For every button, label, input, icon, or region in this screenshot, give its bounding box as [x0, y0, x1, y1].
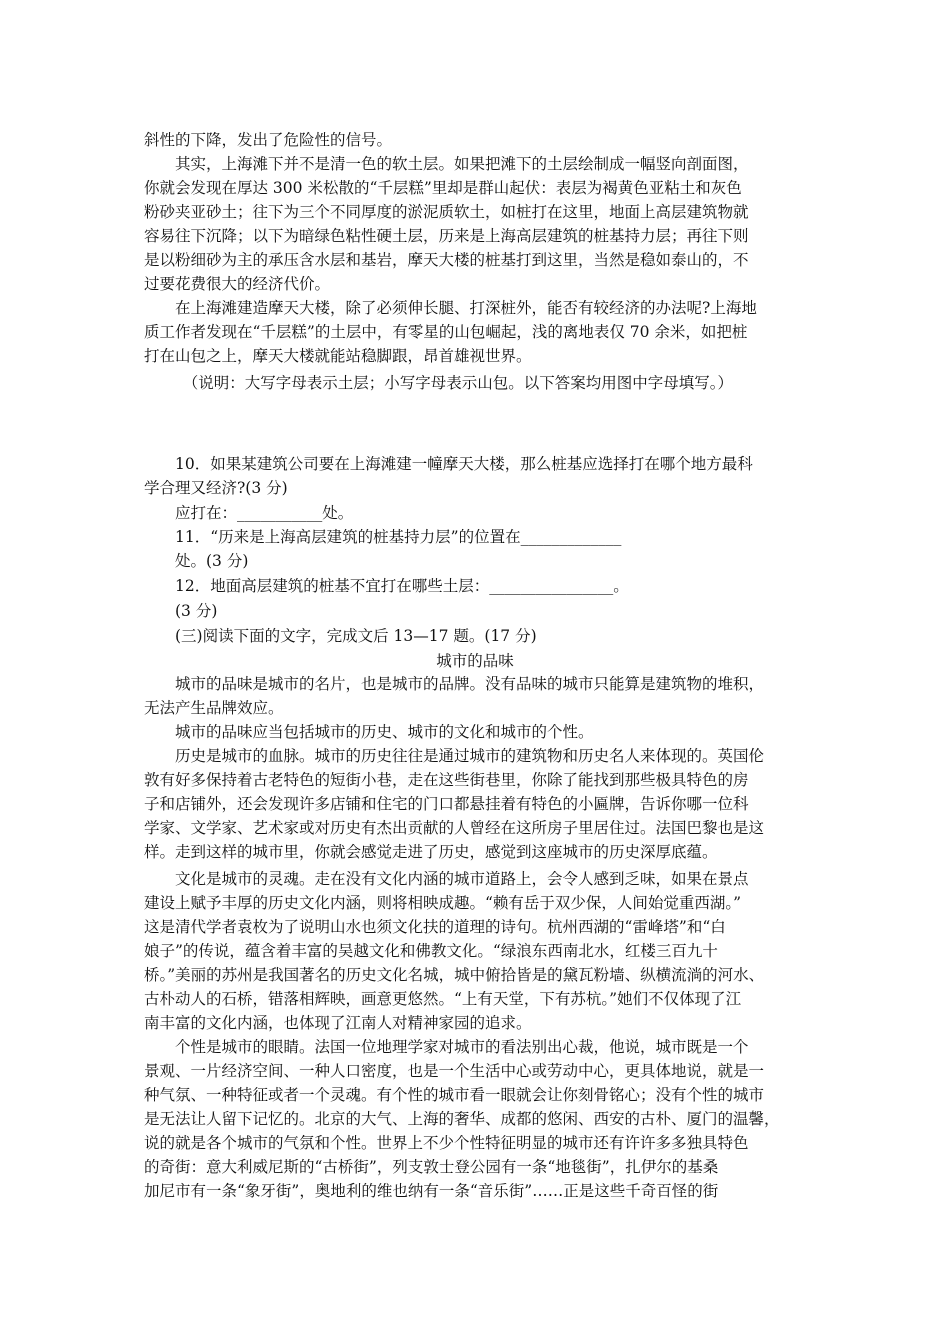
question-10: 10．如果某建筑公司要在上海滩建一幢摩天大楼，那么桩基应选择打在哪个地方最科 — [144, 455, 753, 473]
text-line: 粉砂夹亚砂土；往下为三个不同厚度的淤泥质软土，如桩打在这里，地面上高层建筑物就 — [144, 203, 749, 221]
question-11: 11．“历来是上海高层建筑的桩基持力层”的位置在_____________ — [144, 528, 622, 546]
text-line: 城市的品味应当包括城市的历史、城市的文化和城市的个性。 — [144, 723, 594, 741]
section-instruction: (三)阅读下面的文字，完成文后 13—17 题。(17 分) — [144, 627, 537, 645]
text-line: 在上海滩建造摩天大楼，除了必须伸长腿、打深桩外，能否有较经济的办法呢?上海地 — [144, 299, 757, 317]
text-line: 学家、文学家、艺术家或对历史有杰出贡献的人曾经在这所房子里居住过。法国巴黎也是这 — [144, 819, 765, 837]
text-line: 城市的品味是城市的名片，也是城市的品牌。没有品味的城市只能算是建筑物的堆积， — [144, 675, 765, 693]
note-line: （说明：大写字母表示土层；小写字母表示山包。以下答案均用图中字母填写。） — [144, 374, 734, 392]
text-line: 质工作者发现在“千层糕”的土层中，有零星的山包崛起，浅的离地表仅 70 余米，如把桩 — [144, 323, 748, 341]
text-line: 建设上赋予丰厚的历史文化内涵，则将相映成趣。“赖有岳于双少保，人间始觉重西湖。” — [144, 894, 742, 912]
text-line: 文化是城市的灵魂。走在没有文化内涵的城市道路上，会令人感到乏味，如果在景点 — [144, 870, 749, 888]
text-line: 是无法让人留下记忆的。北京的大气、上海的奢华、成都的悠闲、西安的古朴、厦门的温馨， — [144, 1110, 780, 1128]
text-line: 子和店铺外，还会发现许多店铺和住宅的门口都悬挂着有特色的小匾牌，告诉你哪一位科 — [144, 795, 749, 813]
text-line: 其实，上海滩下并不是清一色的软土层。如果把滩下的土层绘制成一幅竖向剖面图， — [144, 155, 749, 173]
text-line: 斜性的下降，发出了危险性的信号。 — [144, 131, 393, 149]
question-11-cont: 处。(3 分) — [144, 552, 249, 570]
text-line: 加尼市有一条“象牙街”，奥地利的维也纳有一条“音乐街”……正是这些千奇百怪的街 — [144, 1182, 719, 1200]
text-line: 过要花费很大的经济代价。 — [144, 275, 331, 293]
question-12-score: (3 分) — [144, 602, 218, 620]
text-line: 种气氛、一种特征或者一个灵魂。有个性的城市看一眼就会让你刻骨铭心；没有个性的城市 — [144, 1086, 765, 1104]
text-line: 景观、一片经济空间、一种人口密度，也是一个生活中心或劳动中心，更具体地说，就是一 — [144, 1062, 765, 1080]
question-12: 12．地面高层建筑的桩基不宜打在哪些土层：________________。 — [144, 577, 629, 595]
answer-10: 应打在：___________处。 — [144, 504, 354, 522]
text-line: 的奇街：意大利威尼斯的“古桥街”，列支敦士登公园有一条“地毯街”，扎伊尔的基桑 — [144, 1158, 719, 1176]
text-line: 桥。”美丽的苏州是我国著名的历史文化名城，城中俯拾皆是的黛瓦粉墙、纵横流淌的河水、 — [144, 966, 765, 984]
text-line: 这是清代学者袁枚为了说明山水也须文化扶的道理的诗句。杭州西湖的“雷峰塔”和“白 — [144, 918, 726, 936]
text-line: 古朴动人的石桥，错落相辉映，画意更悠然。“上有天堂，下有苏杭。”她们不仅体现了江 — [144, 990, 742, 1008]
text-line: 敦有好多保持着古老特色的短街小巷，走在这些街巷里，你除了能找到那些极具特色的房 — [144, 771, 749, 789]
text-line: 你就会发现在厚达 300 米松散的“千层糕”里却是群山起伏：表层为褐黄色亚粘土和灰色 — [144, 179, 742, 197]
text-line: 南丰富的文化内涵，也体现了江南人对精神家园的追求。 — [144, 1014, 532, 1032]
text-line: 打在山包之上，摩天大楼就能站稳脚跟，昂首雄视世界。 — [144, 347, 532, 365]
text-line: 历史是城市的血脉。城市的历史往往是通过城市的建筑物和历史名人来体现的。英国伦 — [144, 747, 765, 765]
text-line: 无法产生品牌效应。 — [144, 699, 284, 717]
text-line: 样。走到这样的城市里，你就会感觉走进了历史，感觉到这座城市的历史深厚底蕴。 — [144, 843, 718, 861]
article-title: 城市的品味 — [436, 652, 514, 670]
text-line: 娘子”的传说，蕴含着丰富的吴越文化和佛教文化。“绿浪东西南北水，红楼三百九十 — [144, 942, 718, 960]
text-line: 个性是城市的眼睛。法国一位地理学家对城市的看法别出心裁，他说，城市既是一个 — [144, 1038, 749, 1056]
text-line: 容易往下沉降；以下为暗绿色粘性硬土层，历来是上海高层建筑的桩基持力层；再往下则 — [144, 227, 749, 245]
text-line: 是以粉细砂为主的承压含水层和基岩，摩天大楼的桩基打到这里，当然是稳如泰山的，不 — [144, 251, 749, 269]
text-line: 说的就是各个城市的气氛和个性。世界上不少个性特征明显的城市还有许许多多独具特色 — [144, 1134, 749, 1152]
question-10-cont: 学合理又经济?(3 分) — [144, 479, 288, 497]
